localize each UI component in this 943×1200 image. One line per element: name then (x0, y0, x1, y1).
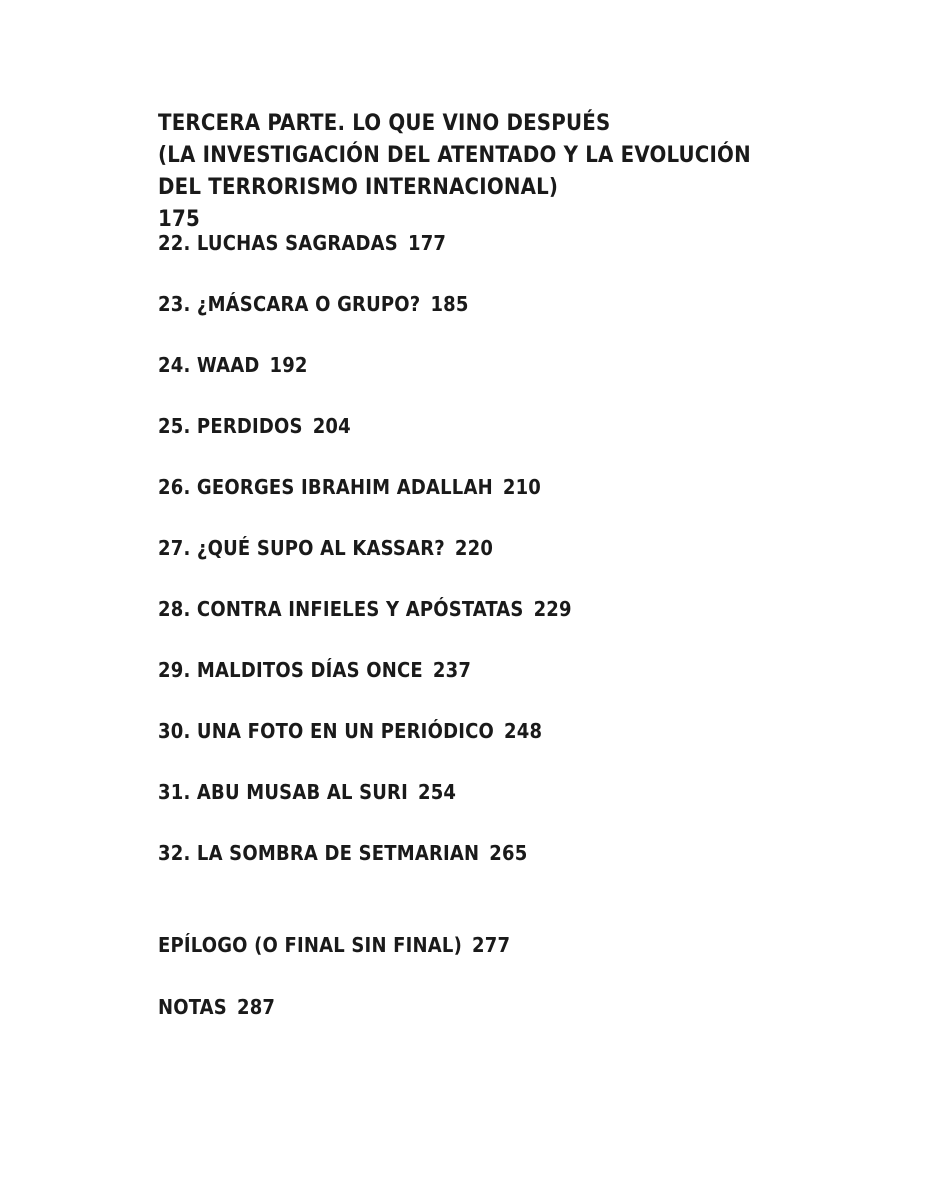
chapter-title: 25. PERDIDOS (158, 414, 303, 438)
chapter-page-number: 254 (417, 780, 457, 804)
chapter-title: 22. LUCHAS SAGRADAS (158, 231, 398, 255)
chapter-entry[interactable] (158, 780, 572, 841)
back-matter-list (158, 933, 510, 1057)
part-heading-line-3 (158, 172, 898, 236)
notes-entry[interactable] (158, 995, 510, 1057)
chapter-title: 30. UNA FOTO EN UN PERIÓDICO (158, 719, 494, 743)
chapter-title: 23. ¿MÁSCARA O GRUPO? (158, 292, 421, 316)
part-heading-line-2: (LA INVESTIGACIÓN DEL ATENTADO Y LA EVOLUCIÓN (158, 143, 751, 168)
back-matter-page-number: 287 (236, 995, 276, 1019)
chapter-entry[interactable] (158, 841, 572, 902)
chapter-entry[interactable] (158, 353, 572, 414)
part-heading-line-3-text: DEL TERRORISMO INTERNACIONAL) (158, 175, 559, 200)
chapter-list (158, 231, 572, 902)
back-matter-page-number: 277 (472, 933, 511, 957)
chapter-page-number: 237 (432, 658, 472, 682)
back-matter-title: NOTAS (158, 995, 227, 1019)
epilogue-entry[interactable] (158, 933, 510, 995)
chapter-entry[interactable] (158, 719, 572, 780)
chapter-page-number: 220 (454, 536, 494, 560)
chapter-title: 28. CONTRA INFIELES Y APÓSTATAS (158, 597, 524, 621)
chapter-entry[interactable] (158, 597, 572, 658)
chapter-entry[interactable] (158, 536, 572, 597)
back-matter-title: EPÍLOGO (O FINAL SIN FINAL) (158, 933, 463, 957)
chapter-title: 27. ¿QUÉ SUPO AL KASSAR? (158, 536, 445, 560)
chapter-page-number: 192 (269, 353, 308, 377)
chapter-page-number: 185 (430, 292, 469, 316)
chapter-entry[interactable] (158, 292, 572, 353)
chapter-page-number: 204 (312, 414, 351, 438)
part-heading-line-1: TERCERA PARTE. LO QUE VINO DESPUÉS (158, 111, 611, 136)
chapter-page-number: 177 (407, 231, 447, 255)
table-of-contents (158, 108, 898, 1019)
chapter-title: 32. LA SOMBRA DE SETMARIAN (158, 841, 480, 865)
chapter-entry[interactable] (158, 658, 572, 719)
part-page-number: 175 (158, 207, 200, 232)
chapter-title: 24. WAAD (158, 353, 260, 377)
chapter-title: 31. ABU MUSAB AL SURI (158, 780, 408, 804)
chapter-page-number: 248 (504, 719, 543, 743)
chapter-page-number: 265 (489, 841, 528, 865)
chapter-title: 26. GEORGES IBRAHIM ADALLAH (158, 475, 493, 499)
part-heading (158, 108, 898, 236)
chapter-title: 29. MALDITOS DÍAS ONCE (158, 658, 423, 682)
chapter-page-number: 229 (533, 597, 572, 621)
chapter-entry[interactable] (158, 231, 572, 292)
chapter-page-number: 210 (502, 475, 542, 499)
chapter-entry[interactable] (158, 414, 572, 475)
chapter-entry[interactable] (158, 475, 572, 536)
